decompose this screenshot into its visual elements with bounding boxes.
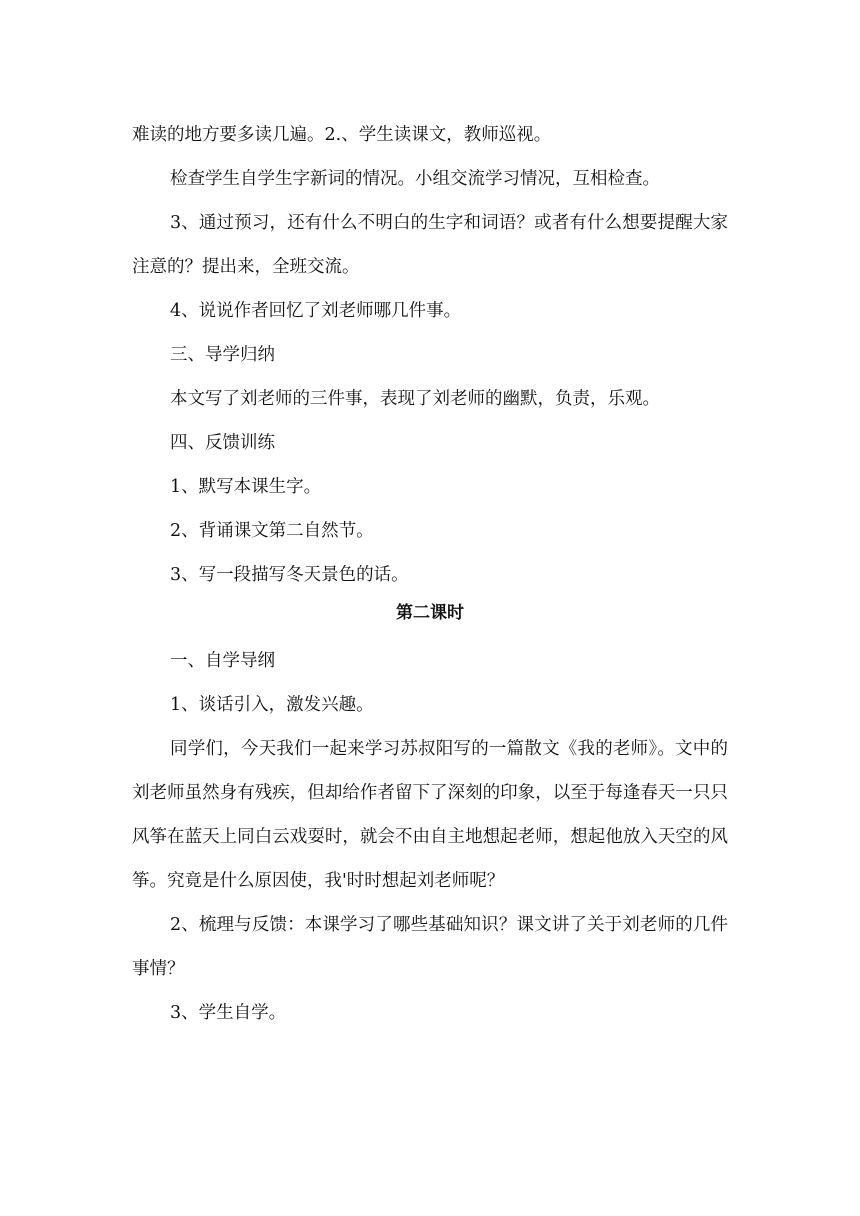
paragraph: 3、学生自学。 xyxy=(170,1003,287,1023)
section-heading: 第二课时 xyxy=(396,603,464,623)
section-title-paragraph: 三、导学归纳 xyxy=(170,345,275,365)
paragraph: 检查学生自学生字新词的情况。小组交流学习情况，互相检查。 xyxy=(170,169,660,189)
section-title-paragraph: 四、反馈训练 xyxy=(170,433,275,453)
paragraph: 难读的地方要多读几遍。2.、学生读课文，教师巡视。 xyxy=(132,125,552,145)
section-title-paragraph: 一、自学导纲 xyxy=(170,651,275,671)
paragraph: 3、通过预习，还有什么不明白的生字和词语？或者有什么想要提醒大家注意的？提出来，全班交流。 xyxy=(132,213,728,277)
document-body xyxy=(132,113,728,1035)
paragraph: 4、说说作者回忆了刘老师哪几件事。 xyxy=(170,301,462,321)
paragraph: 1、谈话引入，激发兴趣。 xyxy=(170,695,374,715)
paragraph: 2、梳理与反馈：本课学习了哪些基础知识？课文讲了关于刘老师的几件事情？ xyxy=(132,915,728,979)
paragraph: 本文写了刘老师的三件事，表现了刘老师的幽默，负责，乐观。 xyxy=(170,389,660,409)
list-item: 2、背诵课文第二自然节。 xyxy=(170,521,374,541)
list-item: 3、写一段描写冬天景色的话。 xyxy=(170,565,409,585)
list-item: 1、默写本课生字。 xyxy=(170,477,322,497)
paragraph: 同学们，今天我们一起来学习苏叔阳写的一篇散文《我的老师》。文中的刘老师虽然身有残疾，但却给作者留下了深刻的印象，以至于每逢春天一只只风筝在蓝天上同白云戏耍时，就会不由自主地想起老师，想起他放入天空的风筝。究竟是什么原因使，我'时时想起刘老师呢？ xyxy=(132,739,728,891)
